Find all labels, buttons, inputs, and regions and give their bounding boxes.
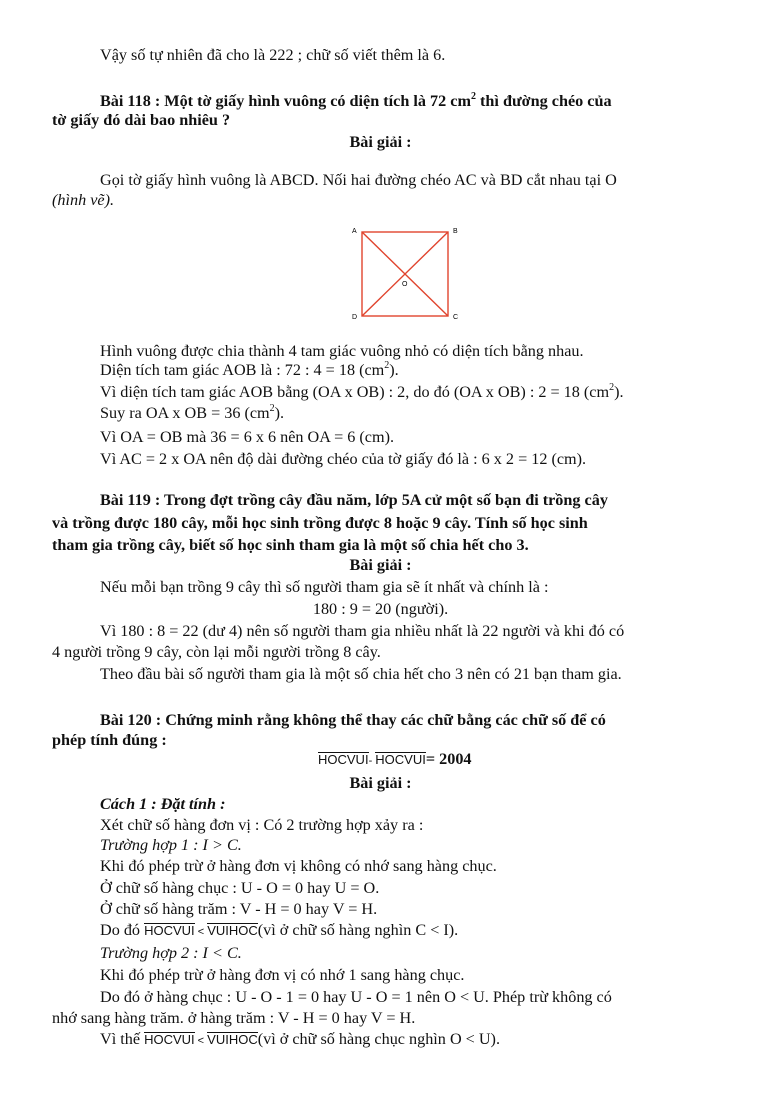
s120-line-2: Khi đó phép trừ ở hàng đơn vị không có nhớ sang hàng chục. bbox=[100, 857, 497, 875]
eq-rhs: = 2004 bbox=[425, 750, 472, 768]
eq-word-2: HOCVUI bbox=[375, 752, 426, 767]
s118-line-2: Diện tích tam giác AOB là : 72 : 4 = 18 $(cm^2)$. bbox=[100, 359, 399, 379]
label-d: D bbox=[352, 314, 358, 321]
label-a: A bbox=[352, 228, 357, 235]
p118-line-2: (hình vẽ). bbox=[52, 191, 115, 209]
s120-line-8: nhớ sang hàng trăm. ở hàng trăm : V - H = 0 hay V = H. bbox=[52, 1009, 416, 1027]
s118-line-4: Suy ra OA x OB = 36 $(cm^2)$. bbox=[100, 402, 285, 422]
word-vuihoc-2: VUIHOC bbox=[207, 1032, 258, 1047]
s120-line-6: Khi đó phép trừ ở hàng đơn vị có nhớ 1 sang hàng chục. bbox=[100, 966, 465, 984]
label-o: O bbox=[402, 281, 408, 288]
problem-118-line-1: Bài 118 : Một tờ giấy hình vuông có diện tích là 72 $cm^2$ thì đường chéo của bbox=[100, 90, 612, 110]
word-hocvui: HOCVUI bbox=[144, 923, 195, 938]
eq-word-1: HOCVUI bbox=[318, 752, 369, 767]
s118-line-1: Hình vuông được chia thành 4 tam giác vuông nhỏ có diện tích bằng nhau. bbox=[100, 342, 584, 360]
s119-line-2: 180 : 9 = 20 (người). bbox=[312, 600, 449, 618]
s119-line-1: Nếu mỗi bạn trồng 9 cây thì số người tham gia sẽ ít nhất và chính là : bbox=[100, 578, 549, 596]
eq-minus: - bbox=[368, 755, 376, 767]
intro-line: Vậy số tự nhiên đã cho là 222 ; chữ số viết thêm là 6. bbox=[100, 46, 446, 64]
s120-line-4: Ở chữ số hàng trăm : V - H = 0 hay V = H. bbox=[100, 900, 378, 918]
s118-line-3: Vì diện tích tam giác AOB bằng (OA x OB) : 2, do đó (OA x OB) : 2 = 18 $(cm^2)$. bbox=[100, 381, 624, 401]
problem-120-line-1: Bài 120 : Chứng minh rằng không thể thay các chữ bằng các chữ số để có bbox=[100, 711, 606, 729]
case-2-heading: Trường hợp 2 : I < C. bbox=[100, 944, 242, 962]
equation-120 bbox=[318, 750, 472, 771]
p118-line-1: Gọi tờ giấy hình vuông là ABCD. Nối hai đường chéo AC và BD cắt nhau tại O bbox=[100, 171, 617, 189]
problem-118-line-2: tờ giấy đó dài bao nhiêu ? bbox=[52, 111, 231, 129]
s118-line-5: Vì OA = OB mà 36 = 6 x 6 nên OA = 6 (cm). bbox=[100, 428, 395, 446]
solution-title-119: Bài giải : bbox=[349, 556, 412, 574]
s119-line-3: Vì 180 : 8 = 22 (dư 4) nên số người tham gia nhiều nhất là 22 người và khi đó có bbox=[100, 622, 625, 640]
word-hocvui-2: HOCVUI bbox=[144, 1032, 195, 1047]
method-1-heading: Cách 1 : Đặt tính : bbox=[100, 795, 226, 813]
problem-120-line-2: phép tính đúng : bbox=[52, 731, 167, 749]
s119-line-4: 4 người trồng 9 cây, còn lại mỗi người trồng 8 cây. bbox=[52, 643, 381, 661]
solution-title-118: Bài giải : bbox=[349, 133, 412, 151]
solution-title-120: Bài giải : bbox=[349, 774, 412, 792]
s120-line-3: Ở chữ số hàng chục : U - O = 0 hay U = O. bbox=[100, 879, 380, 897]
problem-119-line-3: tham gia trồng cây, biết số học sinh tham gia là một số chia hết cho 3. bbox=[52, 536, 529, 554]
problem-119-line-1: Bài 119 : Trong đợt trồng cây đầu năm, lớp 5A cử một số bạn đi trồng cây bbox=[100, 491, 608, 509]
s120-line-5: Do đó HOCVUI < VUIHOC(vì ở chữ số hàng nghìn C < I). bbox=[100, 921, 459, 939]
s119-line-5: Theo đầu bài số người tham gia là một số chia hết cho 3 nên có 21 bạn tham gia. bbox=[100, 665, 622, 683]
case-1-heading: Trường hợp 1 : I > C. bbox=[100, 836, 242, 854]
s118-line-6: Vì AC = 2 x OA nên độ dài đường chéo của tờ giấy đó là : 6 x 2 = 12 (cm). bbox=[100, 450, 587, 468]
word-vuihoc: VUIHOC bbox=[207, 923, 258, 938]
s120-line-7: Do đó ở hàng chục : U - O - 1 = 0 hay U - O = 1 nên O < U. Phép trừ không có bbox=[100, 988, 612, 1006]
s120-line-1: Xét chữ số hàng đơn vị : Có 2 trường hợp xảy ra : bbox=[100, 816, 424, 834]
label-c: C bbox=[453, 314, 459, 321]
problem-119-line-2: và trồng được 180 cây, mỗi học sinh trồng được 8 hoặc 9 cây. Tính số học sinh bbox=[52, 514, 588, 532]
s120-line-9: Vì thế HOCVUI < VUIHOC(vì ở chữ số hàng chục nghìn O < U). bbox=[100, 1030, 500, 1048]
label-b: B bbox=[453, 228, 458, 235]
square-diagram bbox=[340, 222, 470, 322]
